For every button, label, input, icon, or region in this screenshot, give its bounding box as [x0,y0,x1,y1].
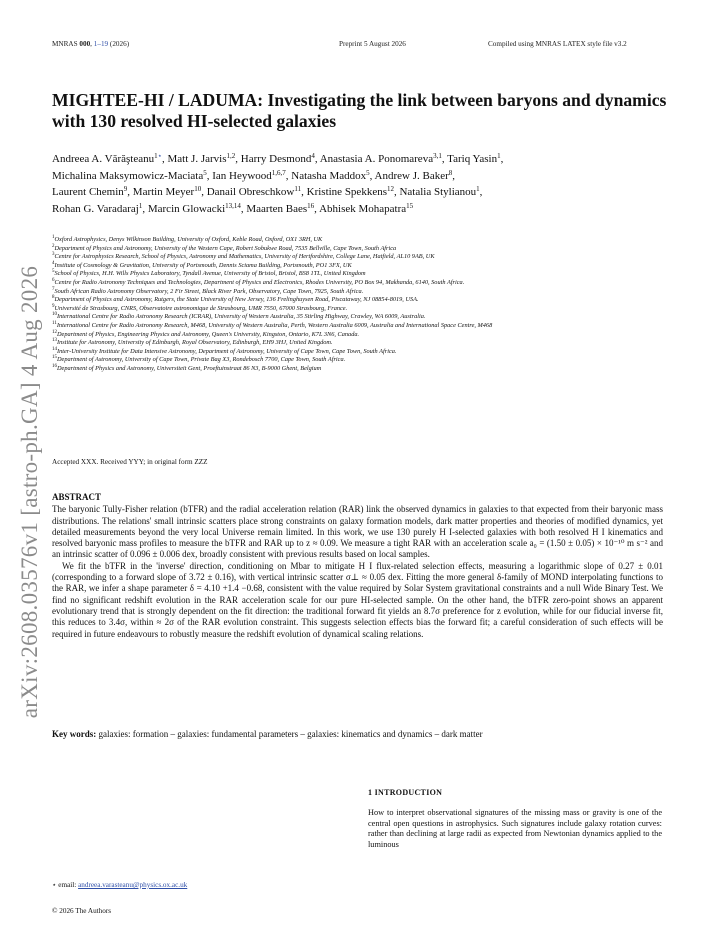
author-email-link[interactable]: andreea.varasteanu@physics.ox.ac.uk [78,881,188,889]
author-name: Marcin Glowacki [147,202,226,215]
affiliation-number: 2 [52,243,55,249]
affiliation-text: Inter-University Institute for Data Intensive Astronomy, Department of Astronomy, University of Cape Town, Cape Town, South Africa. [57,347,397,355]
affiliation-number: 3 [52,252,55,258]
author-name: Natalia Stylianou [399,186,477,198]
affiliation-number: 6 [52,277,55,283]
author [207,186,301,198]
journal-year: (2026) [109,40,130,48]
affiliation-line [52,313,721,322]
author [148,203,241,215]
affiliation-line [52,331,721,340]
affiliation-line [52,356,721,365]
affiliation-number: 4 [52,260,55,266]
affiliation-line [52,322,721,331]
affiliation-text: Oxford Astrophysics, Denys Wilkinson Building, University of Oxford, Keble Road, Oxford, OX1 3RH, UK [54,236,323,243]
affiliation-line [52,296,721,305]
author-name: Andreea A. Vărăşteanu [52,153,155,165]
author [212,170,286,182]
paper-title: MIGHTEE-HI / LADUMA: Investigating the link between baryons and dynamics with 130 resolved HI-selected galaxies [52,90,667,131]
affiliation-text: School of Physics, H.H. Wills Physics Laboratory, Tyndall Avenue, University of Bristol, Bristol, BS8 1TL, United Kingdom [54,270,366,278]
author [319,203,413,215]
arxiv-stamp-text: arXiv:2608.03576v1 [astro-ph.GA] 4 Aug 2026 [17,265,42,719]
affiliation-text: Institute for Astronomy, University of Edinburgh, Royal Observatory, Edinburgh, EH9 3HJ, United Kingdom. [57,339,333,347]
author-name: Tariq Yasin [447,153,498,165]
affiliation-number: 12 [52,329,57,335]
affiliation-line [52,236,721,245]
affiliation-text: Department of Astronomy, University of Cape Town, Private Bag X3, Rondebosch 7700, Cape Town, South Africa. [57,356,346,364]
affiliation-text: International Centre for Radio Astronomy Research, M468, University of Western Australia, Perth, Western Australia 6009, Australia and International Space Centre, M468 [56,321,493,329]
author-affiliation-marker: 13,14 [225,201,241,210]
abstract-paragraph-2: We fit the bTFR in the 'inverse' direction, conditioning on Mbar to mitigate H I flux-related selection effects, measuring a logarithmic slope of 0.27 ± 0.01 (corresponding to a forward slope of 3.72 ± 0.16), with vertical intrinsic scatter σ⊥ ≈ 0.05 dex. Fitting the more general δ-family of MOND interpolating functions to the RAR, we infer a shape parameter δ = 4.10 +1.4 −0.68, consistent with the value required by Solar System gravitational constraints and a null Wide Binary Test. We find no significant redshift evolution in the RAR acceleration scale for our pure HI-selected sample. On the other hand, the bTFR zero-point shows an apparent evolutionary trend that is strongly dependent on the fit direction: the traditional forward fit yields an 8.7σ preference for z evolution, while for our fiducial inverse fit, this reduces to 3.4σ, within ≈ 2σ of the RAR evolution constraint. This suggests selection effects bias the forward fit; a careful consideration of such effects will be required in future endeavours to robustly measure the redshift evolution of dynamical scaling relations. [52,560,663,639]
author-name: Rohan G. Varadaraj [52,202,139,215]
author-name: Kristine Spekkens [306,186,387,198]
author [307,186,394,198]
affiliation-number: 7 [52,286,55,292]
affiliation-line [52,270,721,279]
affiliation-line [52,279,721,288]
affiliation-number: 14 [52,346,57,352]
author-affiliation-marker: 1,2 [226,152,236,160]
affiliation-text: Department of Physics and Astronomy, Universiteit Gent, Proeftuinstraat 86 N3, B-9000 Ghent, Belgium [57,364,322,372]
author-name: Abhisek Mohapatra [319,202,407,215]
affiliation-text: Institute of Cosmology & Gravitation, University of Portsmouth, Dennis Sciama Building, Portsmouth, PO1 3FX, UK [54,261,352,269]
author-name: Danail Obreschkow [206,186,295,198]
acceptance-note: Accepted XXX. Received YYY; in original form ZZZ [52,458,208,466]
author-affiliation-marker: 1 [138,201,143,210]
affiliation-list [52,236,721,374]
abstract-paragraph-1: The baryonic Tully-Fisher relation (bTFR) and the radial acceleration relation (RAR) link the observed dynamics in galaxies to that expected from their baryonic mass distributions. The relations' small intrinsic scatters place strong constraints on galaxy formation models, dark matter properties and theories of modified dynamics, yet detailed measurements beyond the very local Universe remain limited. In this work, we use 130 purely H I-selected galaxies with both resolved H I kinematics and resolved baryonic mass profiles to measure the bTFR and RAR up to z ≈ 0.09. We measure a tight RAR with an acceleration scale a₀ = (1.50 ± 0.05) × 10⁻¹⁰ m s⁻² and an intrinsic scatter of 0.096 ± 0.006 dex, broadly consistent with previous results based on local samples. [52,504,663,560]
abstract-heading: ABSTRACT [52,492,102,502]
author-affiliation-marker: 8 [448,168,453,177]
author-affiliation-marker: 1 [476,185,480,193]
journal-name: MNRAS [52,40,78,48]
affiliation-line [52,288,721,297]
author-name: Anastasia A. Ponomareva [319,153,434,165]
journal-volume: 000 [79,40,91,48]
author-name: Martin Meyer [132,186,195,198]
affiliation-number: 11 [52,320,57,326]
abstract-section [52,492,663,640]
section-heading-introduction: 1 INTRODUCTION [368,788,443,797]
author-email-footnote [52,880,187,889]
author-name: Laurent Chemin [52,186,124,198]
author-affiliation-marker: 11 [294,185,302,193]
author-affiliation-marker: 4 [311,152,315,160]
running-header-citation: MNRAS 000, 1–19 (2026) [52,40,130,48]
author-affiliation-marker: 16 [307,201,315,210]
author-affiliation-marker: 15 [406,201,414,210]
footnote-marker: ⋆ [52,881,57,889]
author-name: Ian Heywood [212,169,272,182]
affiliation-number: 13 [52,338,57,344]
author-affiliation-marker: 5 [203,168,207,177]
introduction-paragraph: How to interpret observational signatures of the missing mass or gravity is one of the central open questions in astrophysics. Such signatures include galaxy rotation curves: rather than declining at large radii as expected from Newtonian dynamics applied to the luminous [368,808,662,849]
affiliation-number: 8 [52,295,55,301]
author [133,186,201,198]
author-affiliation-marker: 5 [366,168,370,177]
affiliation-number: 1 [52,235,55,240]
affiliation-line [52,339,721,348]
affiliation-line [52,245,721,254]
corresponding-author-star[interactable]: ⋆ [157,152,163,160]
preprint-date: Preprint 5 August 2026 [339,40,406,48]
author-list: Andreea A. Vărăşteanu$^{1⋆}$, Matt J. Jarvis$^{1,2}$, Harry Desmond$^4$, Anastasia A. Ponomareva$^{3,1}$, Tariq Yasin$^1$, Michalina Maksymowicz-Maciata$^5$, Ian Heywood$^{1,6,7}$, Natasha Maddox$^5$, Andrew J. Baker$^8$, Laurent Chemin$^9$, Martin Meyer$^{10}$, Danail Obreschkow$^{11}$, Kristine Spekkens$^{12}$, Natalia Stylianou$^1$, Rohan G. Varadaraj$^1$, Marcin Glowacki$^{13,14}$, Maarten Baes$^{16}$, Abhisek Mohapatra$^{15}$ [52,152,504,215]
author [168,153,236,165]
author-name: Harry Desmond [240,153,312,165]
affiliation-line [52,365,721,374]
affiliation-text: Centre for Astrophysics Research, School of Physics, Astronomy and Mathematics, University of Hertfordshire, College Lane, Hatfield, AL10 9AB, UK [54,253,435,261]
affiliation-text: Department of Physics and Astronomy, Rutgers, the State University of New Jersey, 136 Frelinghuysen Road, Piscataway, NJ 08854-8019, USA. [54,296,419,304]
affiliation-text: Université de Strasbourg, CNRS, Observatoire astronomique de Strasbourg, UMR 7550, 67000 Strasbourg, France. [54,304,348,312]
compiled-note: Compiled using MNRAS LATEX style file v3.2 [488,40,627,48]
author-name: Andrew J. Baker [374,169,449,182]
affiliation-line [52,253,721,262]
author-affiliation-marker: 1 [154,152,158,160]
author [291,170,369,182]
author-name: Michalina Maksymowicz-Maciata [52,169,204,182]
author [447,153,500,165]
author-name: Matt J. Jarvis [167,153,227,165]
author [399,186,479,198]
author-affiliation-marker: 3,1 [433,152,442,160]
author [52,153,162,165]
affiliation-text: International Centre for Radio Astronomy Research (ICRAR), University of Western Australia, 35 Stirling Highway, Crawley, WA 6009, Australia. [57,313,426,321]
affiliation-number: 9 [52,303,55,309]
affiliation-number: 10 [52,312,57,318]
author-affiliation-marker: 9 [123,185,128,193]
author-affiliation-marker: 10 [194,185,202,193]
footnote-label: email: [58,881,77,889]
keywords-label: Key words: [52,729,97,739]
page-range-link[interactable]: 1–19 [93,40,109,48]
affiliation-text: Department of Physics, Engineering Physics and Astronomy, Queen's University, Kingston, Ontario, K7L 3N6, Canada. [57,330,360,338]
author-affiliation-marker: 1,6,7 [271,168,286,177]
keywords-line [52,729,663,739]
author [320,153,442,165]
author [246,203,314,215]
affiliation-text: Department of Physics and Astronomy, University of the Western Cape, Robert Sobukwe Road, 7535 Bellville, Cape Town, South Africa [54,244,397,252]
author-affiliation-marker: 12 [386,185,394,193]
author-affiliation-marker: 1 [497,152,501,160]
author-name: Maarten Baes [246,202,308,215]
author-name: Natasha Maddox [291,169,367,182]
author [52,203,142,215]
arxiv-stamp [10,262,50,722]
author [375,170,453,182]
author [52,186,127,198]
affiliation-number: 5 [52,269,55,275]
affiliation-text: Centre for Radio Astronomy Techniques and Technologies, Department of Physics and Electronics, Rhodes University, PO Box 94, Makhanda, 6140, South Africa. [54,278,465,286]
copyright-notice: © 2026 The Authors [52,907,112,915]
author [241,153,315,165]
keywords-text: galaxies: formation – galaxies: fundamental parameters – galaxies: kinematics and dynamics – dark matter [98,729,483,739]
affiliation-number: 15 [52,355,57,361]
affiliation-number: 16 [52,363,57,369]
author [52,170,207,182]
affiliation-text: South African Radio Astronomy Observatory, 2 Fir Street, Black River Park, Observatory, Cape Town, 7925, South Africa. [54,287,364,295]
